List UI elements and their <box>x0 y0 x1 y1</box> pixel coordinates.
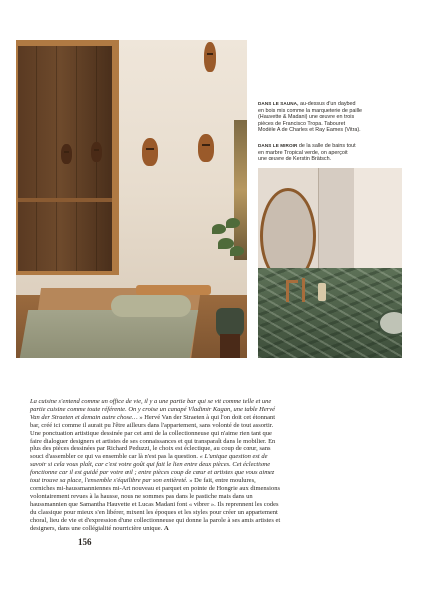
caption-mirror <box>258 143 358 163</box>
plant-leaf <box>212 224 226 234</box>
faucet-spout <box>286 280 298 283</box>
bathroom-wall <box>354 168 402 278</box>
sauna-slat <box>76 46 77 271</box>
faucet <box>302 278 305 302</box>
plant-stand <box>220 334 240 358</box>
mask-in-sauna <box>91 142 102 162</box>
bathroom-photo <box>258 168 402 358</box>
article-paragraph-end: » De fait, entre moulures, corniches mi-haussmanniennes mi-Art nouveau et parquet en pointe de Hongrie aux dimensions volontairement revues à la hausse, nous ne sommes pas dans le pastiche mais dans un haussmannien que Samantha Hauvette et Lucas Madani font « vibrer ». Ils reprennent les codes du classique pour mieux s'en libérer, mixent les époques et les styles pour créer un appartement choral, lieu de vie et d'expression d'une collectionneuse qui donne la parole à ses amis artistes et designers, dans une collégialité nourricière unique. <box>30 477 281 532</box>
daybed-cushion <box>20 310 198 358</box>
plant-leaf <box>230 246 244 256</box>
mask-artwork-left <box>142 138 158 166</box>
daybed-headrest <box>136 285 211 295</box>
daybed-bolster <box>111 295 191 317</box>
sink-basin <box>378 310 402 336</box>
plant-leaf <box>226 218 240 228</box>
article-intro: La cuisine s'entend comme un office de vie, il y a une partie bar qui se vit comme telle et une partie cuisine comme toute référente. On y croise un canapé Vladimir Kagan, une table Hervé Van der Straeten et demain autre chose… <box>30 398 276 421</box>
page-number: 156 <box>78 537 92 547</box>
bathroom-door <box>318 168 356 278</box>
sauna-slat <box>36 46 37 271</box>
marble-vanity <box>258 268 402 358</box>
end-mark: A <box>163 524 169 532</box>
caption-sauna <box>258 101 362 134</box>
mask-artwork-top <box>204 42 216 72</box>
sauna-slat <box>56 46 57 271</box>
article-quote: « L'unique question est de savoir si cela vous plaît, car c'est votre goût qui fait le lien entre deux pièces. Cet éclectisme fonctionne car il est guidé par votre œil ; entre pièces coup de cœur et artistes que vous aimez tout trouve sa place, l'ensemble s'équilibre par son entièreté. <box>30 453 275 485</box>
caption-sauna-text: au-dessus d'un daybed en bois mis comme la marqueterie de paille (Hauvette & Madani) une œuvre en trois pièces de Francisco Tropa. Tabouret Modèle A de Charles et Ray Eames (Vitra). <box>258 101 362 134</box>
faucet <box>286 280 289 302</box>
soap-bottle <box>318 283 326 301</box>
mask-in-sauna <box>61 144 72 164</box>
caption-mirror-label: DANS LE MIROIR <box>258 143 298 148</box>
caption-sauna-label: DANS LE SAUNA, <box>258 101 299 106</box>
mask-artwork-right <box>198 134 214 162</box>
article-paragraph: » Hervé Van der Straeten à qui l'on doit cet étonnant bar, créé ici comme il aurait pu l'être ailleurs dans l'appartement, sans volonté de tout assortir. Une ponctuation artistique dessinée par cet ami de la collectionneuse qui n'aime rien tant que faire dialoguer designers et artistes de ses connaissances et qui transparaît dans le mobilier. En plus des pièces dessinées par Richard Peduzzi, le choix est éclectique, au coup de cœur, sans souci d'assembler ce qui va ensemble car là n'est pas la question. <box>30 413 276 461</box>
sauna-bench <box>18 198 112 202</box>
article-body <box>30 398 282 532</box>
sauna-photo <box>16 40 247 358</box>
wall-artwork-strip <box>234 120 247 260</box>
caption-mirror-text: de la salle de bains tout en marbre Tropical verde, on aperçoit une œuvre de Kerstin Brätsch. <box>258 143 356 163</box>
